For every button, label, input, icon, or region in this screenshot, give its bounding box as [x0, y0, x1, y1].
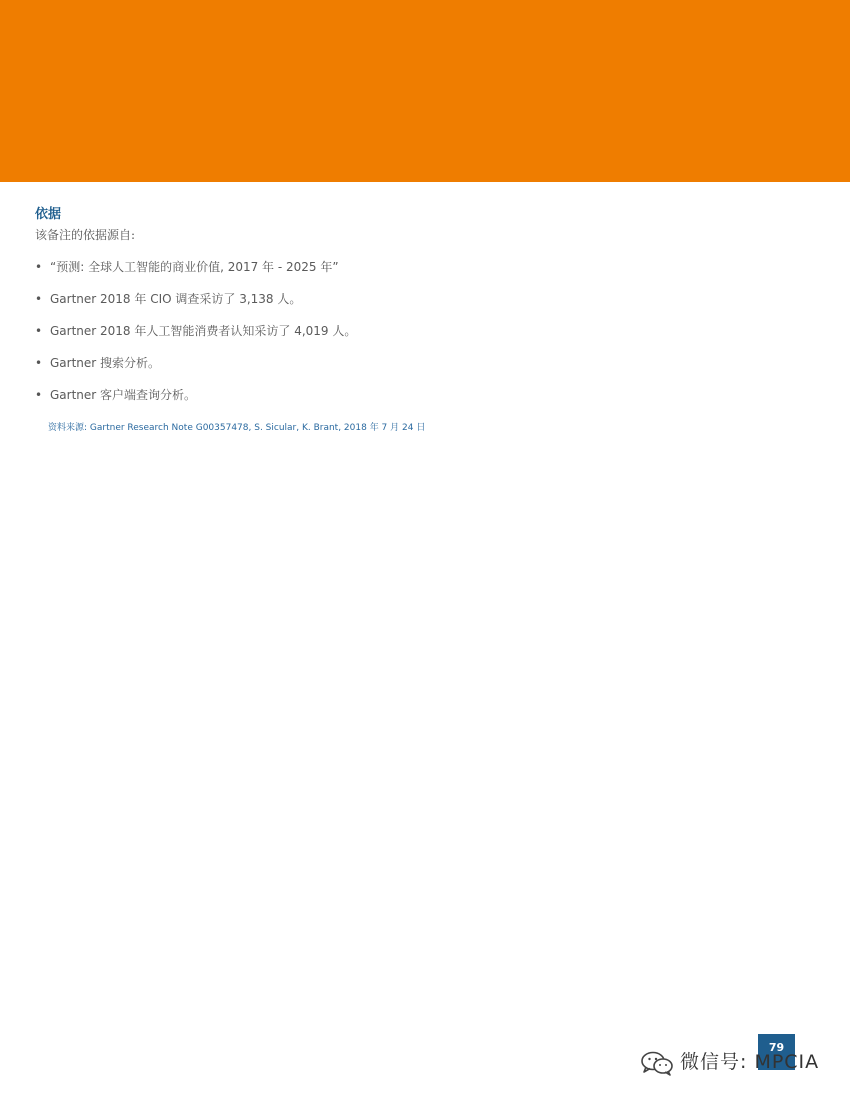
wechat-icon: [640, 1050, 674, 1076]
bullet-icon: •: [35, 356, 43, 370]
list-item-text: Gartner 搜索分析。: [50, 356, 161, 370]
basis-section: [35, 205, 815, 435]
section-intro: 该备注的依据源自:: [35, 228, 136, 242]
bullet-icon: •: [35, 260, 43, 274]
list-item-text: Gartner 2018 年 CIO 调查采访了 3,138 人。: [50, 292, 302, 306]
list-item: [35, 323, 815, 355]
section-title: 依据: [35, 207, 62, 222]
list-item-text: Gartner 2018 年人工智能消费者认知采访了 4,019 人。: [50, 324, 357, 338]
wechat-watermark: [640, 1048, 830, 1078]
list-item: [35, 387, 815, 419]
list-item: [35, 355, 815, 387]
source-note: 资料来源: Gartner Research Note G00357478, S. Sicular, K. Brant, 2018 年 7 月 24 日: [48, 423, 426, 433]
wechat-label: 微信号: MPCIA: [680, 1051, 820, 1073]
list-item: [35, 259, 815, 291]
list-item-text: “预测: 全球人工智能的商业价值, 2017 年 - 2025 年”: [50, 260, 339, 274]
bullet-icon: •: [35, 292, 43, 306]
bullet-icon: •: [35, 388, 43, 402]
bullet-icon: •: [35, 324, 43, 338]
page-number: 79: [768, 1041, 785, 1054]
basis-list: [35, 259, 815, 419]
header-band: [0, 0, 850, 182]
list-item-text: Gartner 客户端查询分析。: [50, 388, 197, 402]
list-item: [35, 291, 815, 323]
